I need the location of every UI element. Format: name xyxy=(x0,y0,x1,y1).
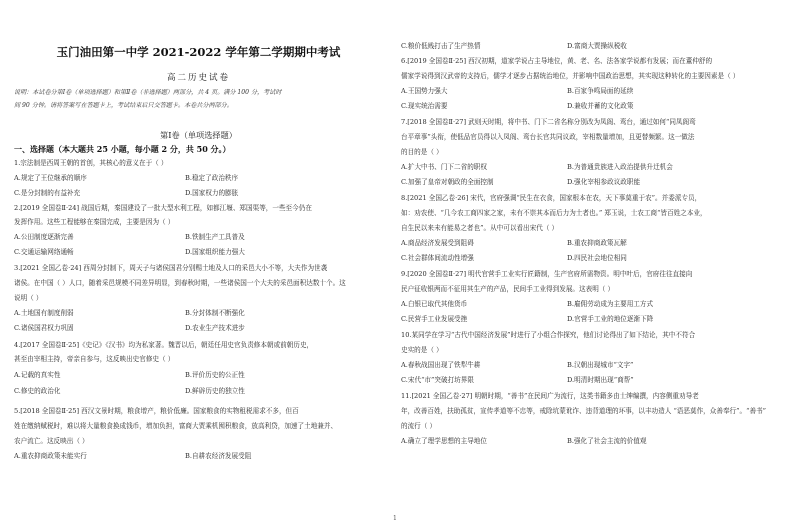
section-heading: 一、选择题（本大题共 25 小题，每小题 2 分，共 50 分。） xyxy=(14,144,231,154)
question-5-stem-1: 5.[2018 全国卷Ⅱ·25] 西汉文景时期，粮食增产，粮价低廉。国家粮食的实物租税需求不多，但百 xyxy=(14,407,299,415)
exam-note-line-1: 说明：本试卷分第Ⅰ卷（单项选择题）和第Ⅱ卷（非选择题）两部分，共 4 页。满分 100 分，考试时 xyxy=(14,89,282,96)
question-8-stem-3: 自生民以来未有能易之者也”。从中可以看出宋代（ ） xyxy=(401,224,559,232)
question-7-option-a: A.扩大中书、门下二省的职权 xyxy=(401,163,487,171)
question-2-stem-2: 发挥作用。这些工程能够在秦国完成，主要是因为（ ） xyxy=(14,218,175,226)
question-9-stem-1: 9.[2020 全国卷Ⅱ·27] 明代官营手工业实行匠籍制，生产官府所需物资。明中叶后，官府往往直接向 xyxy=(401,270,693,278)
question-3-stem-1: 3.[2021 全国乙卷·24] 西周分封制下，周天子与诸侯国君分别赐土地及人口的采邑大小不等，大夫作为世袭 xyxy=(14,264,328,272)
question-8-stem-2: 如：劝农使、“几今农工商四家之家，未有不崇其本而后力为土者也。” 郑玉说，士农工商“皆百姓之本业， xyxy=(401,209,707,217)
question-4-option-b: B.评价历史的公正性 xyxy=(185,371,245,379)
question-3-option-a: A.土地国有制度削弱 xyxy=(14,309,74,317)
exam-title: 玉门油田第一中学 2021-2022 学年第二学期期中考试 xyxy=(56,45,341,59)
question-7-stem-2: 台平章事”头衔，使低品官员得以入凤阁、鸾台长官共同议政，宰相数量增加，且更替频繁。这一做法 xyxy=(401,133,695,141)
question-11-stem-1: 11.[2021 全国乙卷·27] 明朝时期，“善书”在民间广为流行，这类书籍多由士绅编撰，内容侧重劝导老 xyxy=(401,392,699,400)
question-8-option-a: A.商品经济发展受到阻碍 xyxy=(401,239,474,247)
question-4-stem-2: 甚至由宰相主持，帝亲自参与，这反映出史官修史（ ） xyxy=(14,355,175,363)
question-10-option-a: A.春秋战国出现了铁犁牛耕 xyxy=(401,361,481,369)
question-7-stem-3: 的目的是（ ） xyxy=(401,148,443,156)
question-10-option-c: C.宋代“市”突破打坊界限 xyxy=(401,376,474,384)
question-6-option-b: B.百家争鸣局面的延续 xyxy=(567,87,634,95)
question-1-option-d: D.国家权力的膨胀 xyxy=(185,189,239,197)
question-1-option-c: C.是分封制的有益补充 xyxy=(14,189,81,197)
question-9-stem-2: 民户征收银两而不征用其生产的产品，民间手工业得到发展。这表明（ ） xyxy=(401,285,615,293)
part1-title: 第Ⅰ卷（单项选择题） xyxy=(160,130,237,140)
question-9-option-b: B.雇佣劳动成为主要用工方式 xyxy=(567,300,654,308)
question-3-option-d: D.农业生产技术进步 xyxy=(185,324,245,332)
question-7-option-b: B.为普通贵族进入政治提供升迁机会 xyxy=(567,163,673,171)
question-7-stem-1: 7.[2018 全国卷Ⅱ·27] 武则天时期，将中书、门下二省名称分别改为凤阁、鸾台，通过如何“同凤阁鸾 xyxy=(401,118,696,126)
question-11-option-a: A.确立了理学思想的主导地位 xyxy=(401,437,487,445)
question-2-option-b: B.铁制生产工具普及 xyxy=(185,233,245,241)
question-1-option-b: B.稳定了政治秩序 xyxy=(185,174,239,182)
question-5-option-a: A.重农抑商政策未能实行 xyxy=(14,452,87,460)
question-5-option-d: D.富商大贾操纵税收 xyxy=(567,42,627,50)
question-11-option-b: B.强化了社会主流的价值观 xyxy=(567,437,647,445)
question-6-stem-1: 6.[2019 全国卷Ⅱ·25] 西汉初期，道家学说占主导地位，黄、老、名、法各家学说都有发展；而在董仲舒的 xyxy=(401,57,713,65)
question-3-stem-2: 诸侯。在中国（ ）人口，随着采邑规模不同差异明显，到春秋时期，一些诸侯国一个大夫的采邑面积达数十个。这 xyxy=(14,279,346,287)
question-10-stem-2: 史实的是（ ） xyxy=(401,346,443,354)
question-8-option-b: B.重农抑商政策瓦解 xyxy=(567,239,627,247)
question-6-option-a: A.王国势力强大 xyxy=(401,87,448,95)
question-9-option-a: A.白银已取代其他货币 xyxy=(401,300,468,308)
question-8-stem-1: 8.[2021 全国乙卷·26] 宋代，官府强调“民生在衣食，国家根本在农，天下事莫重于农”。并委派专员， xyxy=(401,194,702,202)
question-4-stem-1: 4.[2017 全国卷Ⅱ·25]《史记》《汉书》均为私家著。魏晋以后，朝廷任用史官负责修本朝或前朝历史， xyxy=(14,341,314,349)
question-2-option-c: C.交通运输网络通畅 xyxy=(14,248,74,256)
question-6-option-c: C.现实统治需要 xyxy=(401,102,448,110)
question-2-option-a: A.公田制度逐渐完善 xyxy=(14,233,74,241)
page-number: 1 xyxy=(393,515,397,522)
question-5-stem-3: 农户流亡。这反映出（ ） xyxy=(14,437,89,445)
exam-subtitle: 高二历史试卷 xyxy=(166,73,230,83)
question-3-option-b: B.分封体制不断强化 xyxy=(185,309,245,317)
question-2-stem-1: 2.[2019 全国卷Ⅱ·24] 战国后期，秦国建设了一批大型水利工程，如都江堰、郑国渠等，一些至今仍在 xyxy=(14,204,312,212)
question-8-option-c: C.社会群体间流动性增强 xyxy=(401,254,474,262)
question-1-stem: 1.宗法制是西周王朝的首创，其核心的意义在于（ ） xyxy=(14,159,168,167)
question-4-option-a: A.记载的真实性 xyxy=(14,371,61,379)
question-6-option-d: D.兼收并蓄的文化政策 xyxy=(567,102,634,110)
question-5-option-b: B.自耕农经济发展受阻 xyxy=(185,452,252,460)
question-11-stem-3: 的流行（ ） xyxy=(401,422,437,430)
question-10-option-d: D.明清时期出现“商帮” xyxy=(567,376,634,384)
question-11-stem-2: 年，改善百姓，扶助孤贫，宣传孝道等不忠等，戒除坑蒙讹诈、违背道理的坏事，以丰功造人 “语恶莫作，众善奉行”。“善书” xyxy=(401,407,767,415)
question-2-option-d: D.国家组织能力强大 xyxy=(185,248,245,256)
question-5-option-c: C.粮价低贱打击了生产热情 xyxy=(401,42,481,50)
question-8-option-d: D.四民社会地位相同 xyxy=(567,254,627,262)
question-3-stem-3: 说明（ ） xyxy=(14,294,43,302)
question-7-option-d: D.强化宰相参政议政职能 xyxy=(567,178,641,186)
question-3-option-c: C.诸侯国君权力巩固 xyxy=(14,324,74,332)
question-6-stem-2: 儒家学说得到汉武帝的支持后，儒学才逐步占据统治地位，并影响中国政治思想，其实现这种转化的主要因素是（ ） xyxy=(401,72,740,80)
question-1-option-a: A.规定了王位继承的顺序 xyxy=(14,174,87,182)
exam-note-line-2: 间 90 分钟。请将答案写在答题卡上，考试结束后只交答题卡。本卷共分两部分。 xyxy=(14,102,233,109)
question-9-option-d: D.官营手工业的地位逐渐下降 xyxy=(567,315,654,323)
question-10-option-b: B.汉朝出现城市“文字” xyxy=(567,361,634,369)
question-10-stem-1: 10.某同学在学习“古代中国经济发展”时进行了小组合作探究，他们讨论得出了如下结论，其中不符合 xyxy=(401,331,696,339)
question-7-option-c: C.加强了皇帝对朝政的全面控制 xyxy=(401,178,494,186)
question-5-stem-2: 姓在缴纳赋税时，难以将大量粮食换成钱币，增加负担，富商大贾乘机囤积粮食，放高利贷，加速了土地兼并、 xyxy=(14,422,338,430)
question-9-option-c: C.民营手工业发展受挫 xyxy=(401,315,468,323)
question-4-option-c: C.修史的政治化 xyxy=(14,387,61,395)
question-4-option-d: D.鲜辟历史的独立性 xyxy=(185,387,245,395)
